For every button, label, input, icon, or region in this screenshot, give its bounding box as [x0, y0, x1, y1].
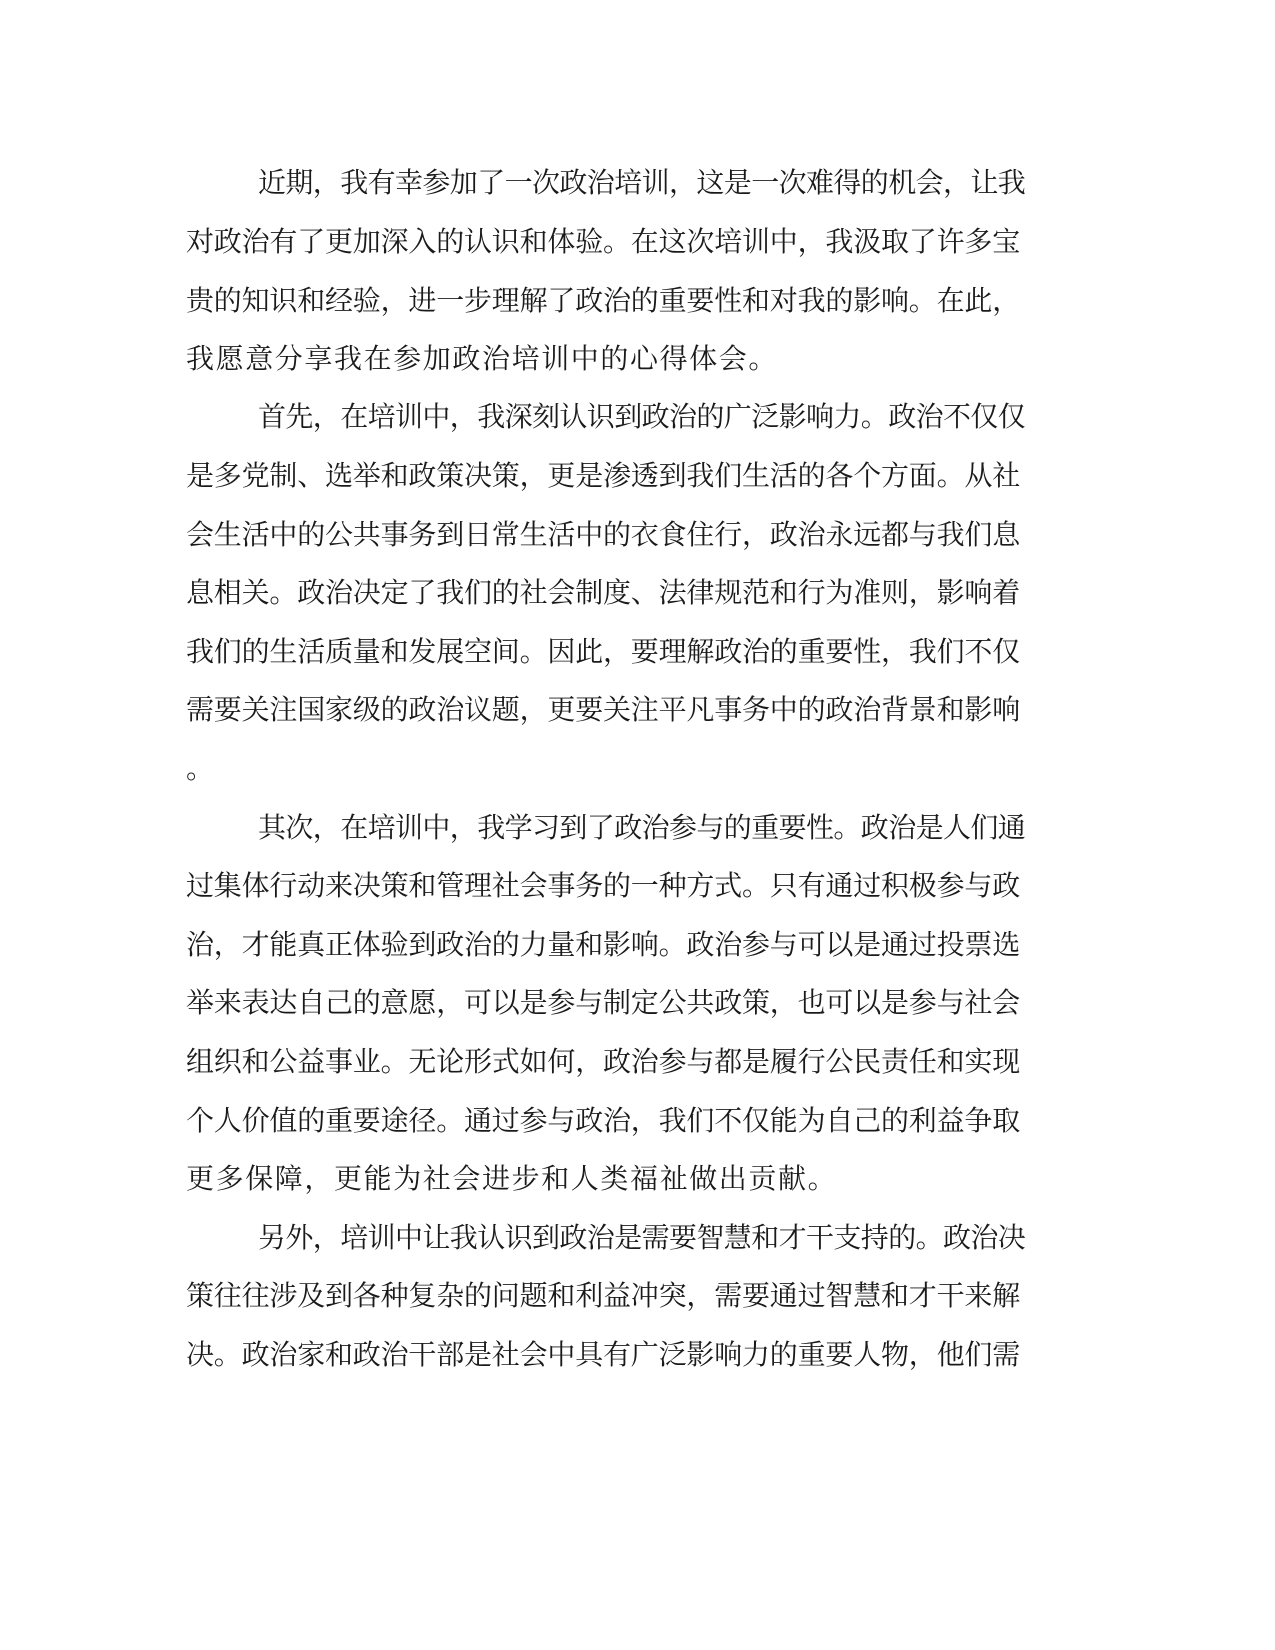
text-line: 我们的生活质量和发展空间。因此，要理解政治的重要性，我们不仅: [186, 635, 1021, 668]
text-line: 我愿意分享我在参加政治培训中的心得体会。: [186, 342, 779, 375]
text-line: 决。政治家和政治干部是社会中具有广泛影响力的重要人物，他们需: [186, 1338, 1021, 1371]
text-line: 息相关。政治决定了我们的社会制度、法律规范和行为准则，影响着: [186, 576, 1021, 609]
text-line: 近期，我有幸参加了一次政治培训，这是一次难得的机会，让我: [258, 166, 1026, 199]
text-line: 组织和公益事业。无论形式如何，政治参与都是履行公民责任和实现: [186, 1045, 1021, 1078]
text-line: 。: [186, 752, 216, 785]
text-line: 策往往涉及到各种复杂的问题和利益冲突，需要通过智慧和才干来解: [186, 1279, 1021, 1312]
text-line: 需要关注国家级的政治议题，更要关注平凡事务中的政治背景和影响: [186, 693, 1021, 726]
text-line: 贵的知识和经验，进一步理解了政治的重要性和对我的影响。在此，: [186, 284, 1021, 317]
text-line: 是多党制、选举和政策决策，更是渗透到我们生活的各个方面。从社: [186, 459, 1021, 492]
text-line: 更多保障，更能为社会进步和人类福祉做出贡献。: [186, 1162, 838, 1195]
text-line: 过集体行动来决策和管理社会事务的一种方式。只有通过积极参与政: [186, 869, 1021, 902]
text-line: 首先，在培训中，我深刻认识到政治的广泛影响力。政治不仅仅: [258, 400, 1026, 433]
text-line: 会生活中的公共事务到日常生活中的衣食住行，政治永远都与我们息: [186, 518, 1021, 551]
text-line: 对政治有了更加深入的认识和体验。在这次培训中，我汲取了许多宝: [186, 225, 1021, 258]
text-line: 另外，培训中让我认识到政治是需要智慧和才干支持的。政治决: [258, 1221, 1026, 1254]
text-line: 其次，在培训中，我学习到了政治参与的重要性。政治是人们通: [258, 811, 1026, 844]
text-line: 举来表达自己的意愿，可以是参与制定公共政策，也可以是参与社会: [186, 986, 1021, 1019]
text-line: 治，才能真正体验到政治的力量和影响。政治参与可以是通过投票选: [186, 928, 1021, 961]
text-line: 个人价值的重要途径。通过参与政治，我们不仅能为自己的利益争取: [186, 1104, 1021, 1137]
